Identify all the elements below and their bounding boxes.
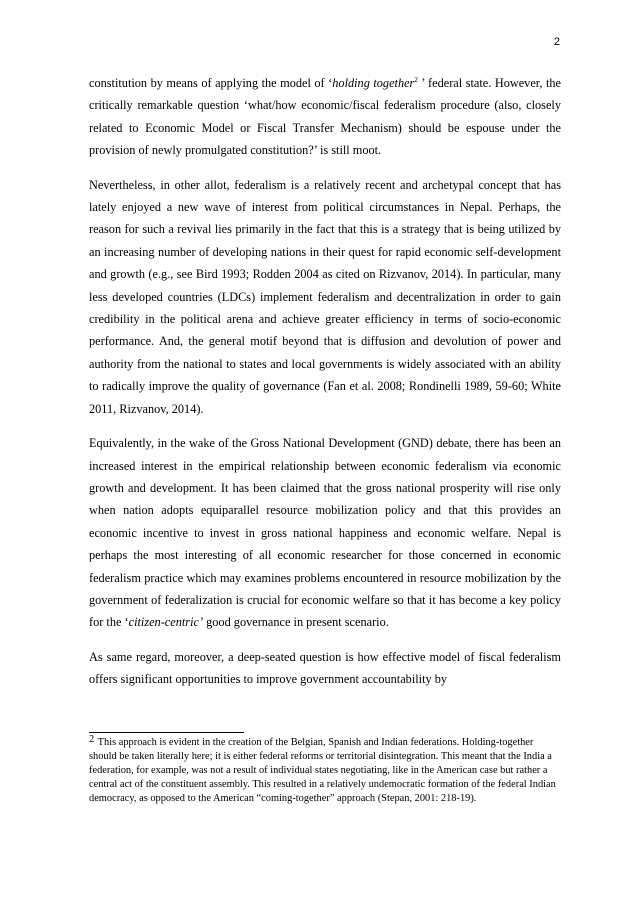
paragraph-text: good governance in present scenario. <box>203 615 389 630</box>
italic-term: holding together <box>332 76 415 90</box>
paragraph-text: constitution by means of applying the model of ‘ <box>89 76 333 90</box>
footnote-divider <box>89 732 244 733</box>
page-number: 2 <box>553 36 560 48</box>
italic-term: citizen-centric’ <box>128 615 204 630</box>
footnote-text: This approach is evident in the creation of the Belgian, Spanish and Indian federations. Holding-together should be taken literally here; it is either federal reforms or territorial disintegration. This meant that the India a federation, for example, was not a result of individual states negotiating, like in the American case but rather a central act of the constituent assembly. This resulted in a relatively undemocratic formation of the federal Indian democracy, as opposed to the American “coming-together” approach (Stepan, 2001: 218-19). <box>89 737 556 805</box>
footnote <box>89 736 561 806</box>
paragraph-text: As same regard, moreover, a deep-seated question is how effective model of fiscal federalism offers significant opportunities to improve government accountability by <box>89 649 561 687</box>
paragraph-text: Nevertheless, in other allot, federalism is a relatively recent and archetypal concept that has lately enjoyed a new wave of interest from political circumstances in Nepal. Perhaps, the reason for such a revival lies primarily in the fact that this is a strategy that is being utilized by an increasing number of developing nations in their quest for rapid economic self-development and growth (e.g., see Bird 1993; Rodden 2004 as cited on Rizvanov, 2014). In particular, many less developed countries (LDCs) implement federalism and decentralization in order to gain credibility in the political arena and achieve greater efficiency in terms of socio-economic performance. And, the general motif beyond that is diffusion and devolution of power and authority from the national to states and local governments is widely associated with an ability to radically improve the quality of governance (Fan et al. 2008; Rondinelli 1989, 59-60; White 2011, Rizvanov, 2014). <box>89 177 561 416</box>
paragraph-text: ’ federal state. However, the critically remarkable question ‘what/how economic/fiscal federalism procedure (also, closely related to Economic Model or Fiscal Transfer Mechanism) should be espouse under the provision of newly promulgated constitution?’ is still moot. <box>89 76 562 158</box>
paragraph-4 <box>89 646 561 691</box>
body-text <box>89 72 561 691</box>
footnote-marker: 2 <box>89 734 95 745</box>
paragraph-text: Equivalently, in the wake of the Gross National Development (GND) debate, there has been an increased interest in the empirical relationship between economic federalism via economic growth and development. It has been claimed that the gross national prosperity will rise only when nation adopts equiparallel resource mobilization policy and that this provides an economic incentive to invest in gross national happiness and economic welfare. Nepal is perhaps the most interesting of all economic researcher for those concerned in economic federalism practice which may examines problems encountered in resource mobilization by the government of federalization is crucial for economic welfare so that it has become a key policy for the ‘ <box>89 436 561 630</box>
footnote-reference[interactable]: 2 <box>414 76 418 84</box>
paragraph-2 <box>89 174 561 420</box>
paragraph-3 <box>89 432 561 634</box>
paragraph-1 <box>89 72 561 162</box>
